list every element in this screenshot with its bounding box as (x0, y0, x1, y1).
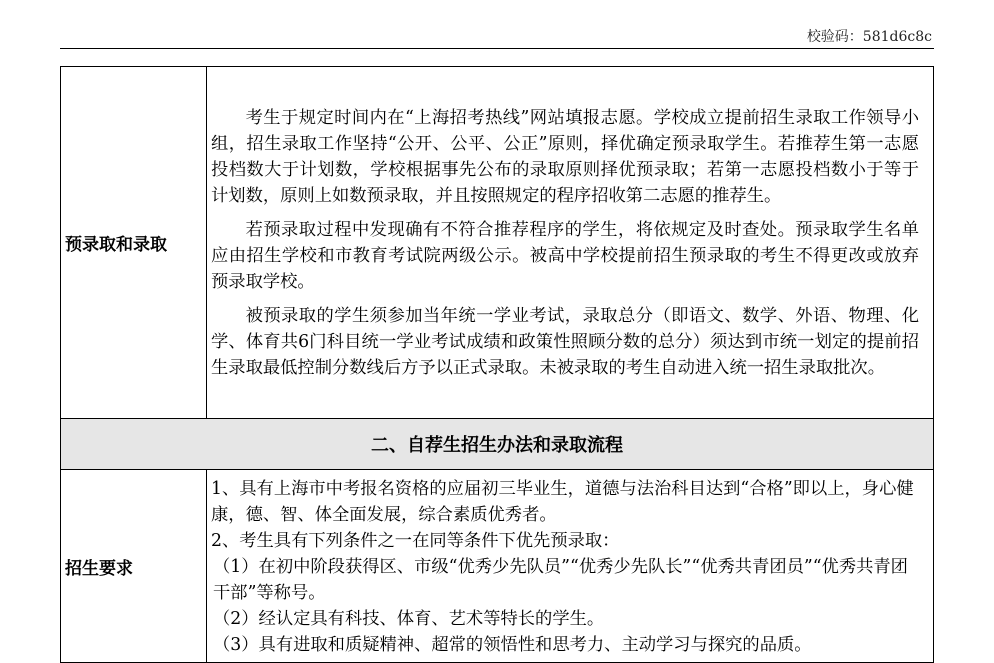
admission-content (207, 67, 934, 419)
admission-paragraph-3: 被预录取的学生须参加当年统一学业考试，录取总分（即语文、数学、外语、物理、化学、体育共6门科目统一学业考试成绩和政策性照顾分数的总分）须达到市统一划定的提前招生录取最低控制分数线后方予以正式录取。未被录取的考生自动进入统一招生录取批次。 (211, 305, 919, 378)
section-title-row (61, 419, 934, 470)
requirements-content (207, 470, 934, 663)
requirement-item-2: 2、考生具有下列条件之一在同等条件下优先预录取： (211, 531, 620, 551)
header-rule (60, 48, 934, 49)
requirement-sub-2: （2）经认定具有科技、体育、艺术等特长的学生。 (213, 609, 605, 629)
requirements-row (61, 470, 934, 663)
admission-paragraph-2: 若预录取过程中发现确有不符合推荐程序的学生，将依规定及时查处。预录取学生名单应由招生学校和市教育考试院两级公示。被高中学校提前招生预录取的考生不得更改或放弃预录取学校。 (211, 219, 919, 292)
admission-label: 预录取和录取 (61, 67, 207, 419)
check-code: 校验码：581d6c8c (806, 29, 932, 45)
requirements-label: 招生要求 (61, 470, 207, 663)
section-title: 二、自荐生招生办法和录取流程 (61, 419, 934, 470)
requirement-sub-1: （1）在初中阶段获得区、市级“优秀少先队员”“优秀少先队长”“优秀共青团员”“优秀共青团干部”等称号。 (213, 557, 908, 603)
requirement-sub-3: （3）具有进取和质疑精神、超常的领悟性和思考力、主动学习与探究的品质。 (213, 635, 812, 655)
requirement-item-1: 1、具有上海市中考报名资格的应届初三毕业生，道德与法治科目达到“合格”即以上，身心健康，德、智、体全面发展，综合素质优秀者。 (211, 479, 914, 525)
admission-paragraph-1: 考生于规定时间内在“上海招考热线”网站填报志愿。学校成立提前招生录取工作领导小组，招生录取工作坚持“公开、公平、公正”原则，择优确定预录取学生。若推荐生第一志愿投档数大于计划数，学校根据事先公布的录取原则择优预录取；若第一志愿投档数小于等于计划数，原则上如数预录取，并且按照规定的程序招收第二志愿的推荐生。 (211, 107, 919, 206)
admission-table (60, 66, 934, 663)
admission-row (61, 67, 934, 419)
